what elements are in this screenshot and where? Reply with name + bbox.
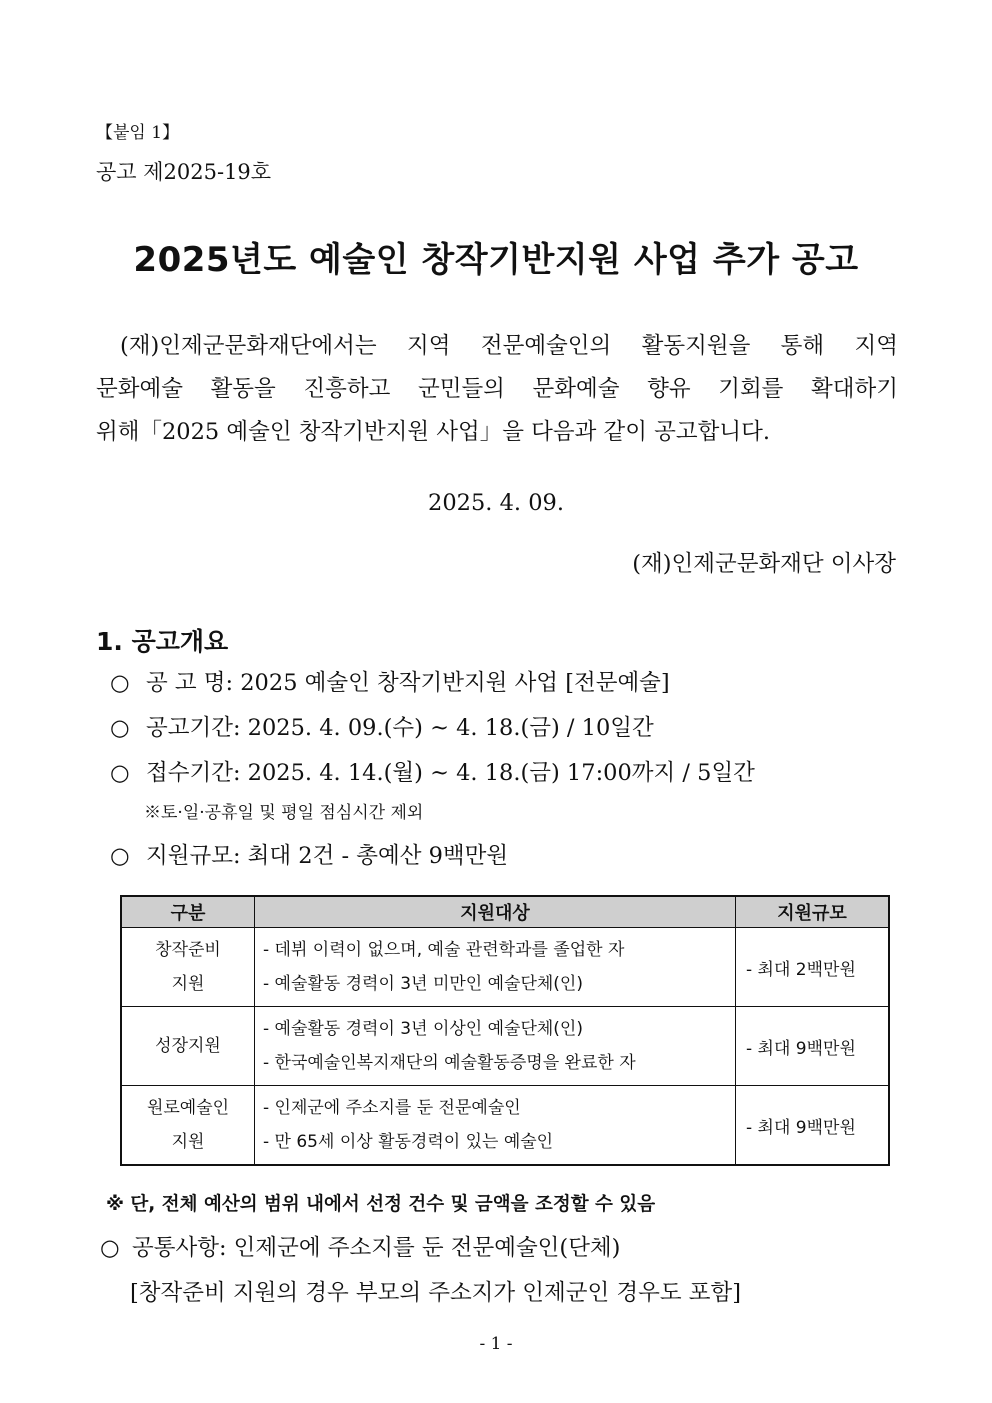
intro-line-2: 문화예술 활동을 진흥하고 군민들의 문화예술 향유 기회를 확대하기	[96, 376, 898, 402]
row-scale: - 최대 9백만원	[736, 1007, 890, 1086]
list-item	[110, 838, 508, 870]
row-category	[121, 1007, 255, 1086]
signatory: (재)인제군문화재단 이사장	[632, 551, 896, 577]
notice-period: 공고기간: 2025. 4. 09.(수) ~ 4. 18.(금) / 10일간	[146, 715, 654, 741]
target-line: - 인제군에 주소지를 둔 전문예술인	[263, 1098, 521, 1118]
target-line: - 데뷔 이력이 없으며, 예술 관련학과를 졸업한 자	[263, 940, 625, 960]
attachment-label: 【붙임 1】	[96, 123, 180, 143]
bullet-circle-icon: ○	[100, 1235, 120, 1261]
row-category	[121, 928, 255, 1007]
section-title: 1. 공고개요	[96, 627, 229, 656]
budget-note: ※ 단, 전체 예산의 범위 내에서 선정 건수 및 금액을 조정할 수 있음	[106, 1194, 656, 1215]
notice-number: 공고 제2025-19호	[96, 160, 272, 184]
list-item	[110, 755, 755, 787]
common-requirements	[100, 1230, 620, 1262]
row-category	[121, 1086, 255, 1166]
category-line: 지원	[171, 974, 205, 994]
intro-line-1: (재)인제군문화재단에서는 지역 전문예술인의 활동지원을 통해 지역	[120, 333, 898, 359]
bullet-circle-icon: ○	[110, 760, 130, 786]
common-line-2: [창작준비 지원의 경우 부모의 주소지가 인제군인 경우도 포함]	[130, 1280, 741, 1306]
notice-date: 2025. 4. 09.	[428, 490, 564, 516]
table-row	[121, 928, 889, 1007]
category-line: 창작준비	[155, 940, 221, 960]
row-target	[255, 1007, 736, 1086]
support-table	[120, 895, 890, 1166]
list-item	[110, 710, 654, 742]
category-line: 성장지원	[155, 1036, 221, 1056]
header-scale: 지원규모	[736, 896, 890, 928]
table-row	[121, 1007, 889, 1086]
page-number: - 1 -	[479, 1334, 513, 1354]
header-category: 구분	[121, 896, 255, 928]
notice-name: 공 고 명: 2025 예술인 창작기반지원 사업 [전문예술]	[146, 670, 670, 696]
list-item	[110, 665, 670, 697]
row-target	[255, 1086, 736, 1166]
category-line: 지원	[171, 1132, 205, 1152]
category-line: 원로예술인	[146, 1098, 230, 1118]
row-scale: - 최대 9백만원	[736, 1086, 890, 1166]
row-scale: - 최대 2백만원	[736, 928, 890, 1007]
document-title: 2025년도 예술인 창작기반지원 사업 추가 공고	[133, 240, 859, 280]
reception-note: ※토·일·공휴일 및 평일 점심시간 제외	[144, 803, 424, 823]
bullet-circle-icon: ○	[110, 670, 130, 696]
target-line: - 예술활동 경력이 3년 이상인 예술단체(인)	[263, 1019, 583, 1039]
table-header-row	[121, 896, 889, 928]
row-target	[255, 928, 736, 1007]
bullet-circle-icon: ○	[110, 715, 130, 741]
target-line: - 만 65세 이상 활동경력이 있는 예술인	[263, 1132, 554, 1152]
target-line: - 예술활동 경력이 3년 미만인 예술단체(인)	[263, 974, 583, 994]
support-scale: 지원규모: 최대 2건 - 총예산 9백만원	[146, 843, 509, 869]
reception-period: 접수기간: 2025. 4. 14.(월) ~ 4. 18.(금) 17:00까지 / 5일간	[146, 760, 755, 786]
common-line-1: 공통사항: 인제군에 주소지를 둔 전문예술인(단체)	[132, 1235, 621, 1261]
intro-line-3: 위해「2025 예술인 창작기반지원 사업」을 다음과 같이 공고합니다.	[96, 419, 770, 445]
header-target: 지원대상	[255, 896, 736, 928]
bullet-circle-icon: ○	[110, 843, 130, 869]
table-row	[121, 1086, 889, 1166]
target-line: - 한국예술인복지재단의 예술활동증명을 완료한 자	[263, 1053, 636, 1073]
